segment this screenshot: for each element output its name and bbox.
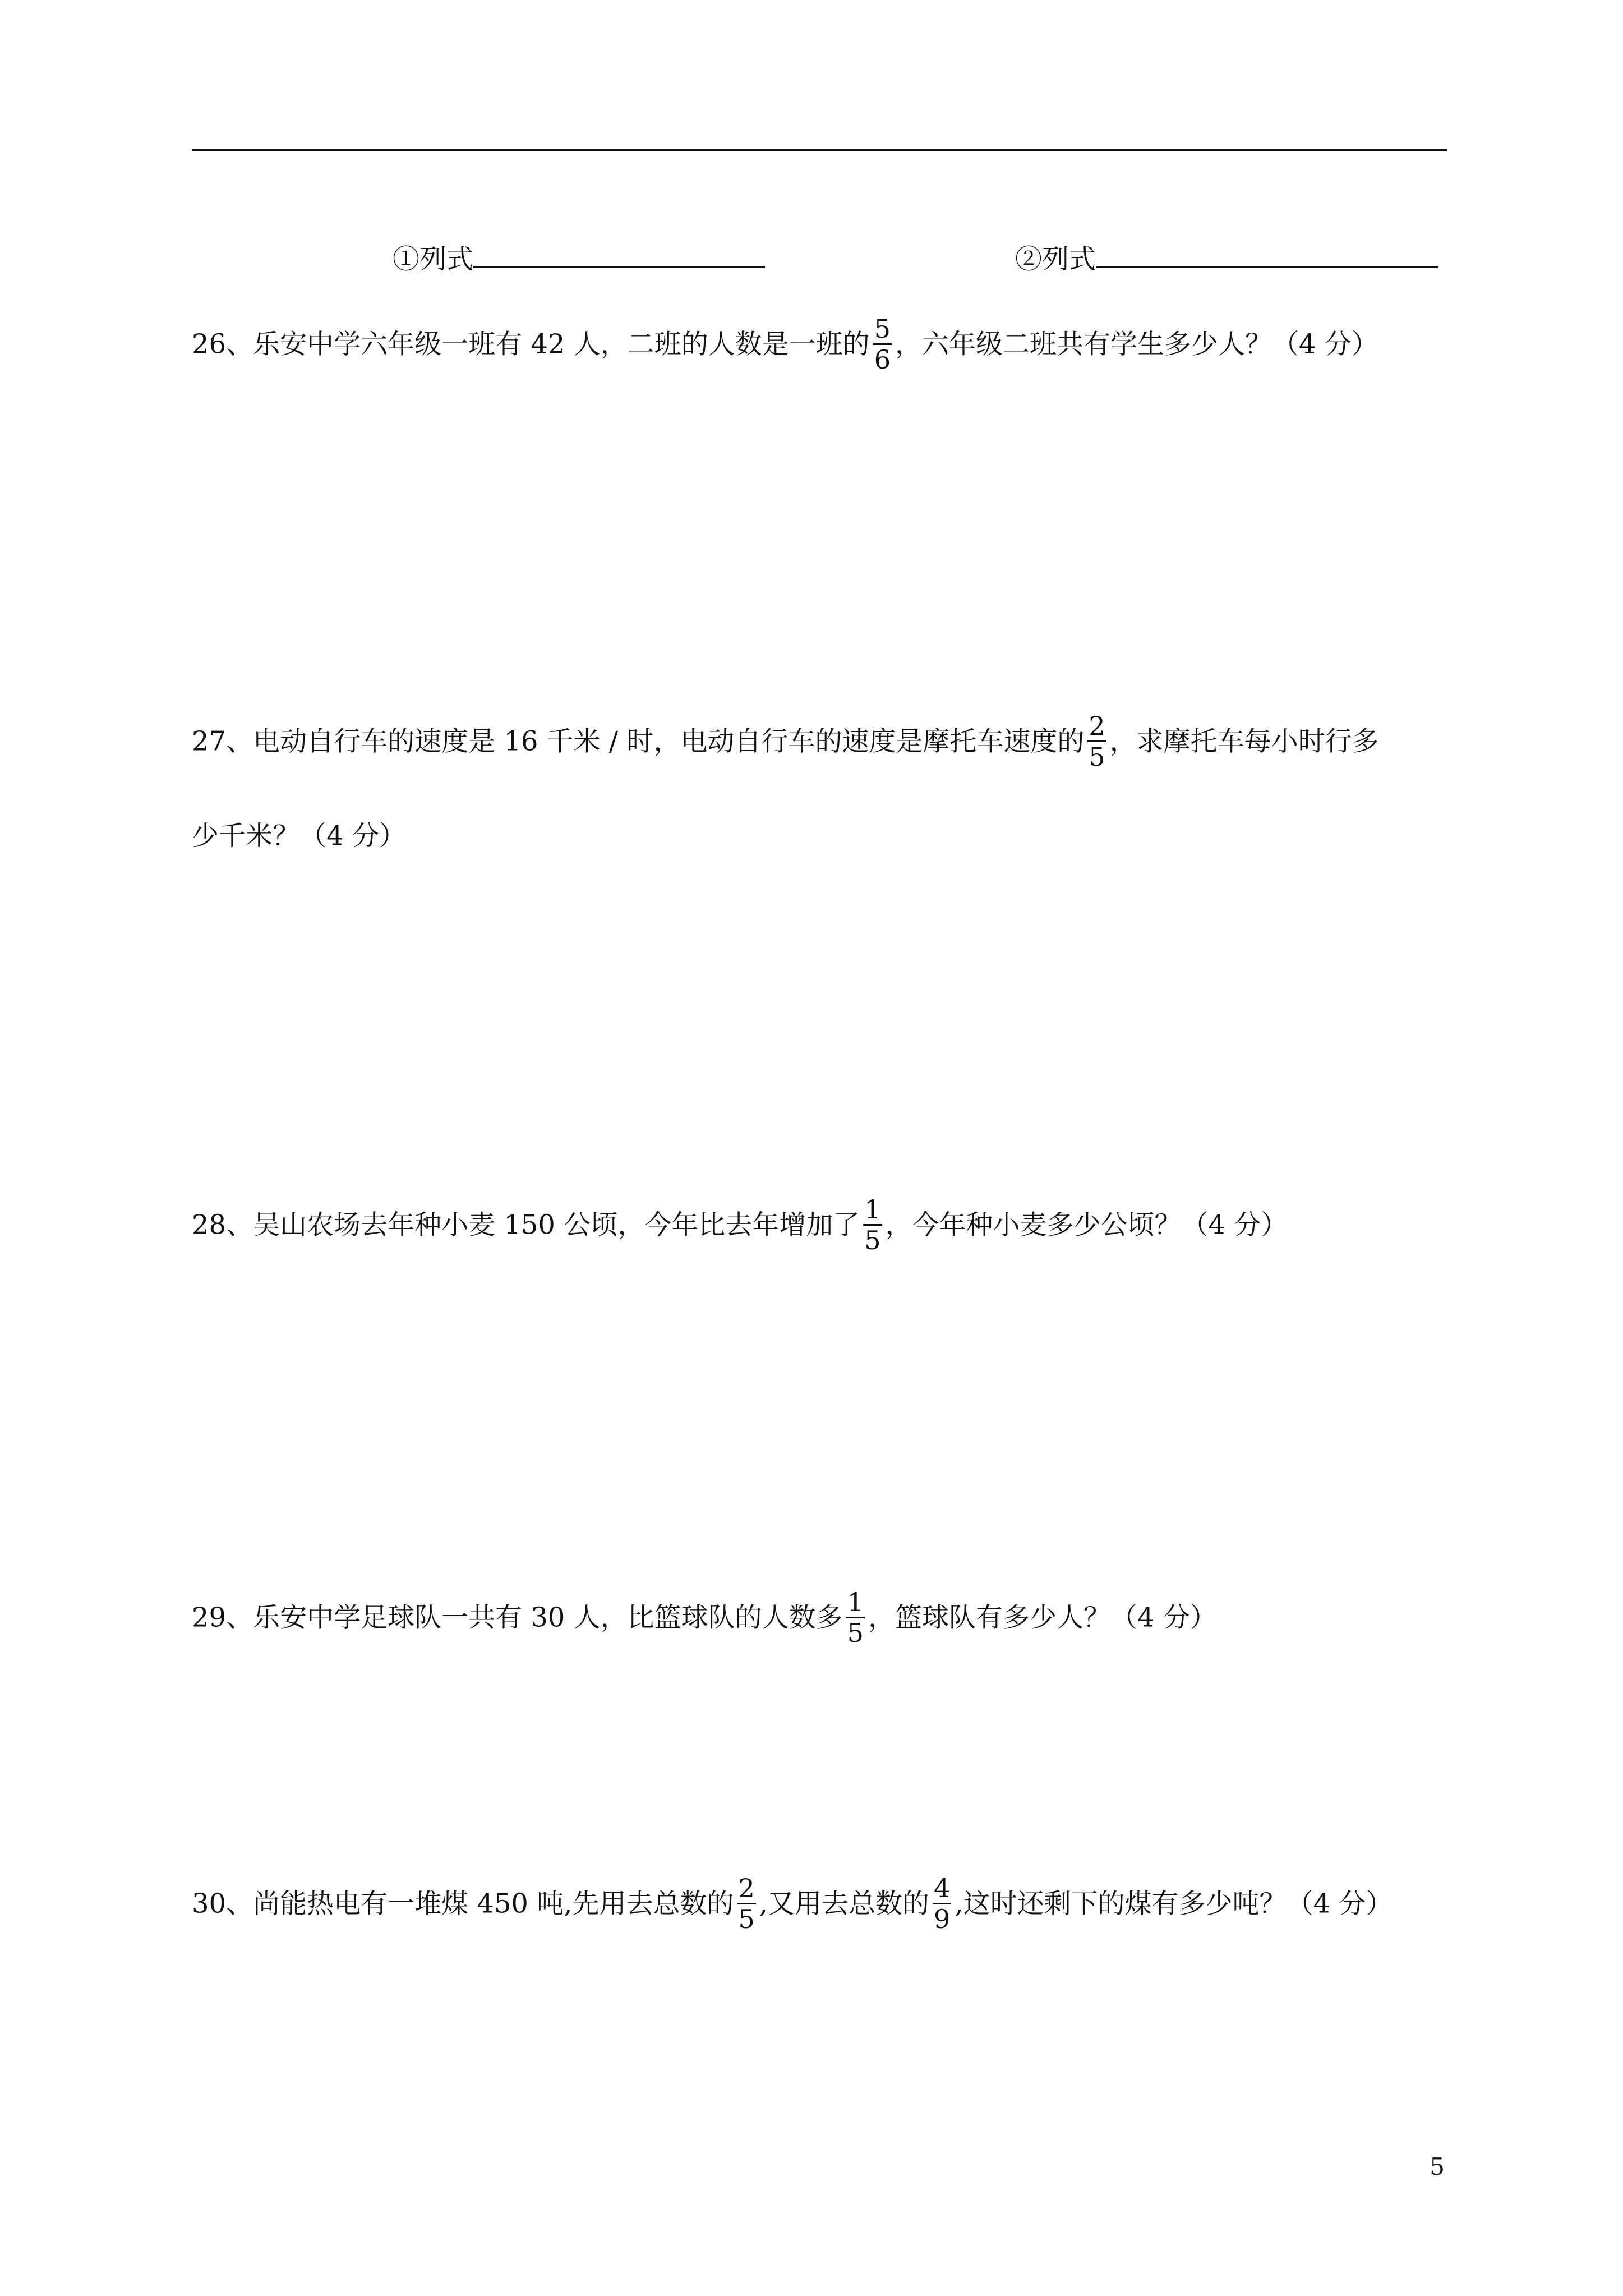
fraction-numerator: 2 [1089, 711, 1105, 741]
question-29-fraction [846, 1588, 865, 1648]
question-27-continuation-text: 少千米？（4 分） [192, 820, 406, 852]
question-29 [192, 1588, 1217, 1648]
question-28-text-after: ，今年种小麦多少公顷？（4 分） [885, 1209, 1288, 1241]
fraction-numerator: 5 [874, 314, 891, 344]
question-29-text-before: 29、乐安中学足球队一共有 30 人，比篮球队的人数多 [192, 1602, 843, 1634]
question-27-text-before: 27、电动自行车的速度是 16 千米 / 时，电动自行车的速度是摩托车速度的 [192, 725, 1085, 757]
formula-item-1 [393, 242, 765, 276]
fraction-denominator: 5 [864, 1225, 881, 1255]
fraction-denominator: 5 [1089, 742, 1105, 772]
question-26-text-before: 26、乐安中学六年级一班有 42 人，二班的人数是一班的 [192, 328, 870, 360]
fraction-numerator: 4 [934, 1873, 951, 1903]
question-30-text-after: ,这时还剩下的煤有多少吨？（4 分） [955, 1888, 1393, 1920]
fraction-denominator: 5 [738, 1904, 755, 1934]
fraction-numerator: 1 [864, 1194, 881, 1225]
formula-item-1-label: ①列式 [393, 243, 474, 275]
question-30-text-before: 30、尚能热电有一堆煤 450 吨,先用去总数的 [192, 1888, 734, 1920]
question-27-continuation [192, 819, 406, 853]
question-30-fraction-2 [933, 1874, 951, 1934]
question-28-text-before: 28、吴山农场去年种小麦 150 公顷，今年比去年增加了 [192, 1209, 860, 1241]
formula-item-2 [1015, 242, 1438, 276]
fraction-denominator: 5 [847, 1618, 864, 1648]
question-29-text-after: ，篮球队有多少人？（4 分） [868, 1602, 1217, 1634]
fraction-numerator: 1 [847, 1587, 864, 1617]
question-26 [192, 314, 1378, 374]
formula-item-2-blank[interactable] [1096, 244, 1438, 268]
question-28 [192, 1195, 1288, 1255]
fraction-denominator: 6 [874, 344, 891, 375]
question-30 [192, 1874, 1393, 1934]
question-26-fraction [873, 314, 892, 374]
fraction-numerator: 2 [738, 1873, 755, 1903]
question-30-fraction-1 [737, 1874, 755, 1934]
page-number: 5 [1430, 2153, 1445, 2180]
question-27-text-after: ，求摩托车每小时行多 [1109, 725, 1379, 757]
question-27 [192, 711, 1379, 771]
formula-item-2-label: ②列式 [1015, 243, 1096, 275]
question-26-text-after: ，六年级二班共有学生多少人？（4 分） [895, 328, 1378, 360]
question-28-fraction [863, 1195, 882, 1255]
question-27-fraction [1087, 711, 1106, 771]
fraction-denominator: 9 [934, 1904, 951, 1934]
formula-item-1-blank[interactable] [473, 244, 765, 268]
header-rule [192, 149, 1447, 151]
question-30-text-middle: ,又用去总数的 [759, 1888, 930, 1920]
